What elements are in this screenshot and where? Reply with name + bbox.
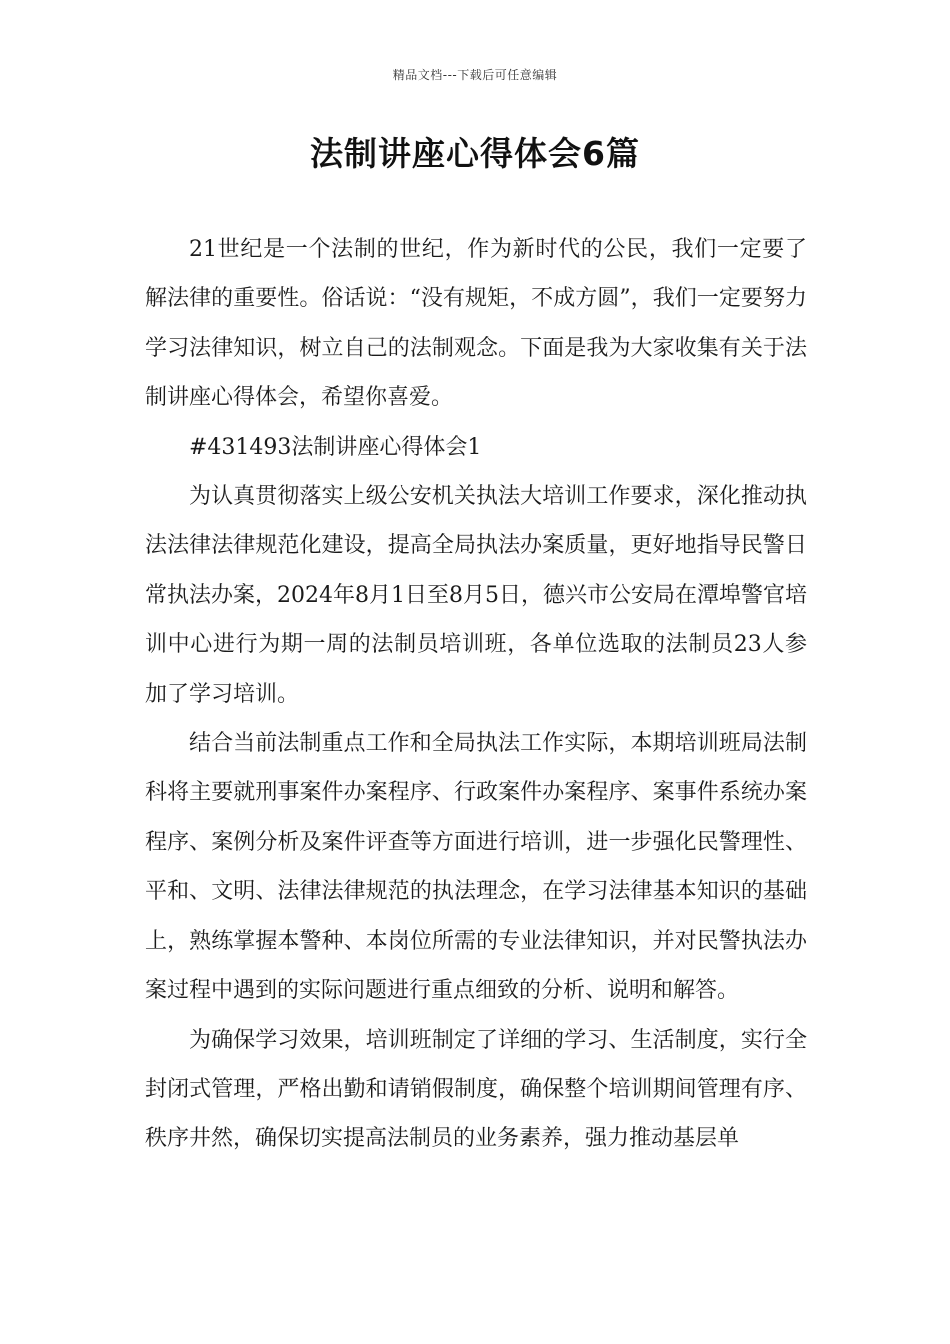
page-header: 精品文档---下载后可任意编辑 bbox=[392, 68, 558, 82]
paragraph-intro: 21世纪是一个法制的世纪，作为新时代的公民，我们一定要了解法律的重要性。俗话说：“没有规矩，不成方圆”，我们一定要努力学习法律知识，树立自己的法制观念。下面是我为大家收集有关于法制讲座心得体会，希望你喜爱。 bbox=[145, 237, 807, 411]
document-body bbox=[145, 225, 807, 1164]
paragraph-content: 结合当前法制重点工作和全局执法工作实际，本期培训班局法制科将主要就刑事案件办案程序、行政案件办案程序、案事件系统办案程序、案例分析及案件评查等方面进行培训，进一步强化民警理性、平和、文明、法律法律规范的执法理念，在学习法律基本知识的基础上，熟练掌握本警种、本岗位所需的专业法律知识，并对民警执法办案过程中遇到的实际问题进行重点细致的分析、说明和解答。 bbox=[145, 731, 807, 1004]
section-heading: #431493法制讲座心得体会1 bbox=[189, 434, 482, 460]
paragraph-management: 为确保学习效果，培训班制定了详细的学习、生活制度，实行全封闭式管理，严格出勤和请销假制度，确保整个培训期间管理有序、秩序井然，确保切实提高法制员的业务素养，强力推动基层单 bbox=[145, 1027, 807, 1152]
paragraph-training: 为认真贯彻落实上级公安机关执法大培训工作要求，深化推动执法法律法律规范化建设，提高全局执法办案质量，更好地指导民警日常执法办案，2024年8月1日至8月5日，德兴市公安局在潭埠警官培训中心进行为期一周的法制员培训班，各单位选取的法制员23人参加了学习培训。 bbox=[145, 484, 807, 707]
document-title: 法制讲座心得体会6篇 bbox=[310, 134, 640, 173]
